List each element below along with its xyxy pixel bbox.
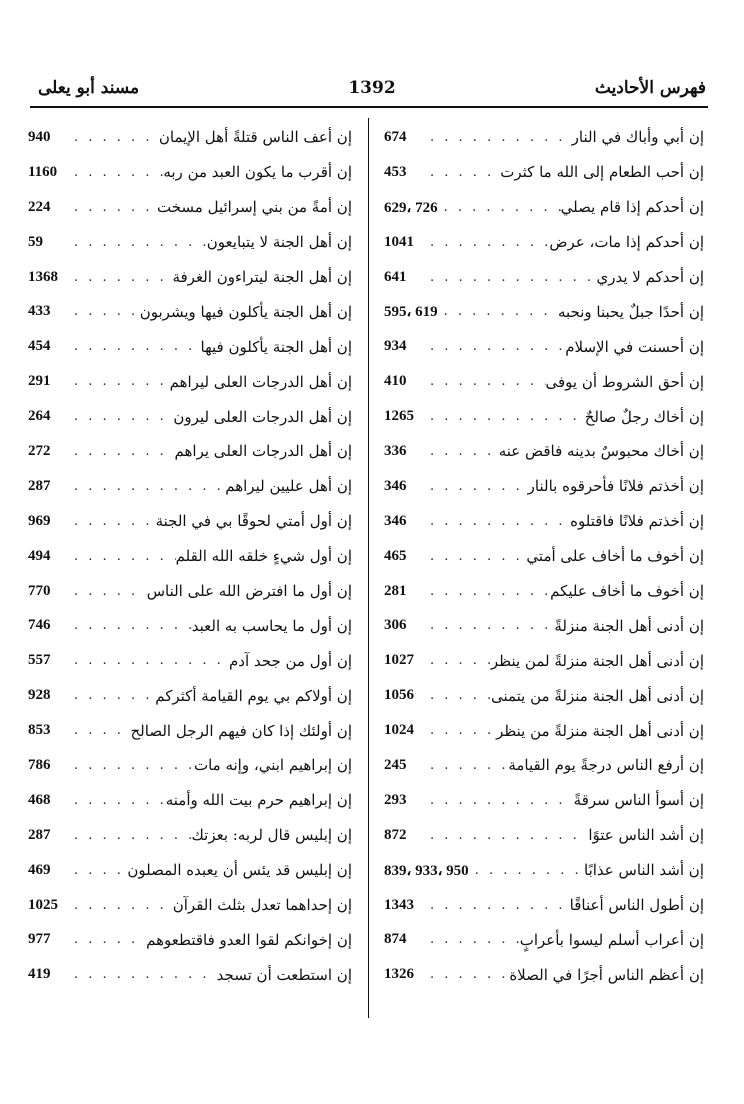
dot-leader bbox=[68, 130, 159, 145]
index-entry bbox=[384, 190, 704, 225]
page-reference: 291 bbox=[28, 373, 51, 390]
hadith-incipit: إن أولاكم بي يوم القيامة أكثركم bbox=[155, 686, 352, 705]
dot-leader bbox=[68, 688, 155, 703]
hadith-incipit: إن إبليس قد يئس أن يعبده المصلون bbox=[127, 861, 352, 880]
dot-leader bbox=[424, 479, 528, 494]
page-reference: 1027 bbox=[384, 652, 414, 669]
hadith-incipit: إن أهل الدرجات العلى ليرون bbox=[173, 407, 352, 426]
page-reference: 1265 bbox=[384, 408, 414, 425]
page-reference: 629، 726 bbox=[384, 199, 438, 216]
index-entry bbox=[28, 155, 352, 190]
page-reference: 595، 619 bbox=[384, 304, 438, 321]
page-reference: 1056 bbox=[384, 687, 414, 704]
dot-leader bbox=[424, 688, 491, 703]
dot-leader bbox=[424, 653, 491, 668]
hadith-incipit: إن أهل الدرجات العلى ليراهم bbox=[169, 372, 352, 391]
index-entry bbox=[28, 643, 352, 678]
page-reference: 1326 bbox=[384, 966, 414, 983]
running-title: فهرس الأحاديث bbox=[594, 78, 706, 98]
hadith-incipit: إن أدنى أهل الجنة منزلةً لمن ينظر bbox=[490, 651, 704, 670]
hadith-incipit: إن أدنى أهل الجنة منزلةً من ينظر bbox=[496, 721, 704, 740]
dot-leader bbox=[424, 409, 585, 424]
dot-leader bbox=[68, 549, 176, 564]
index-entry bbox=[28, 469, 352, 504]
dot-leader bbox=[68, 444, 175, 459]
index-entry bbox=[384, 260, 704, 295]
index-entry bbox=[28, 818, 352, 853]
index-entry bbox=[28, 539, 352, 574]
index-entry bbox=[28, 957, 352, 992]
index-column-right bbox=[384, 120, 704, 992]
page-reference: 346 bbox=[384, 477, 407, 494]
index-entry bbox=[384, 783, 704, 818]
page-reference: 306 bbox=[384, 617, 407, 634]
page-reference: 224 bbox=[28, 198, 51, 215]
index-entry bbox=[28, 225, 352, 260]
index-entry bbox=[28, 294, 352, 329]
index-entry bbox=[384, 504, 704, 539]
index-entry bbox=[28, 748, 352, 783]
hadith-incipit: إن أعف الناس قتلةً أهل الإيمان bbox=[158, 128, 352, 147]
hadith-incipit: إن أحدكم إذا مات، عرض bbox=[549, 233, 704, 252]
page-reference: 872 bbox=[384, 826, 407, 843]
page-reference: 641 bbox=[384, 268, 407, 285]
index-entry bbox=[28, 434, 352, 469]
index-entry bbox=[28, 713, 352, 748]
page-reference: 839، 933، 950 bbox=[384, 862, 469, 879]
page-reference: 874 bbox=[384, 931, 407, 948]
hadith-incipit: إن أحسنت في الإسلام bbox=[565, 337, 704, 356]
dot-leader bbox=[438, 304, 558, 319]
dot-leader bbox=[68, 235, 207, 250]
index-entry bbox=[28, 922, 352, 957]
hadith-incipit: إن أحق الشروط أن يوفى bbox=[545, 372, 704, 391]
page-reference: 59 bbox=[28, 233, 43, 250]
hadith-incipit: إن أهل الجنة لا يتبايعون bbox=[206, 233, 352, 252]
dot-leader bbox=[424, 165, 500, 180]
dot-leader bbox=[424, 235, 549, 250]
page-reference: 453 bbox=[384, 163, 407, 180]
dot-leader bbox=[424, 618, 554, 633]
page-reference: 1343 bbox=[384, 896, 414, 913]
page-reference: 940 bbox=[28, 128, 51, 145]
index-entry bbox=[384, 120, 704, 155]
dot-leader bbox=[68, 409, 173, 424]
dot-leader bbox=[68, 479, 225, 494]
hadith-incipit: إن أخاك محبوسٌ بدينه فاقض عنه bbox=[498, 442, 704, 461]
dot-leader bbox=[424, 444, 499, 459]
dot-leader bbox=[68, 618, 192, 633]
hadith-incipit: إن أعراب أسلم ليسوا بأعرابٍ bbox=[519, 930, 704, 949]
index-entry bbox=[384, 748, 704, 783]
page-reference: 1368 bbox=[28, 268, 58, 285]
page-reference: 433 bbox=[28, 303, 51, 320]
dot-leader bbox=[68, 339, 201, 354]
page-reference: 272 bbox=[28, 442, 51, 459]
index-entry bbox=[28, 260, 352, 295]
index-entry bbox=[28, 608, 352, 643]
index-entry bbox=[28, 504, 352, 539]
page-reference: 465 bbox=[384, 547, 407, 564]
hadith-incipit: إن أخاك رجلٌ صالحٌ bbox=[584, 407, 704, 426]
index-entry bbox=[384, 888, 704, 923]
dot-leader bbox=[424, 758, 508, 773]
index-entry bbox=[384, 469, 704, 504]
index-entry bbox=[384, 434, 704, 469]
dot-leader bbox=[424, 828, 588, 843]
dot-leader bbox=[68, 653, 229, 668]
index-entry bbox=[28, 574, 352, 609]
page-reference: 287 bbox=[28, 477, 51, 494]
hadith-incipit: إن أشد الناس عذابًا bbox=[584, 861, 704, 880]
hadith-incipit: إن أول من جحد آدم bbox=[229, 651, 352, 670]
page-reference: 281 bbox=[384, 582, 407, 599]
index-entry bbox=[384, 643, 704, 678]
hadith-incipit: إن أدنى أهل الجنة منزلةً من يتمنى bbox=[490, 686, 704, 705]
dot-leader bbox=[424, 270, 596, 285]
page-reference: 469 bbox=[28, 861, 51, 878]
dot-leader bbox=[68, 514, 156, 529]
dot-leader bbox=[424, 584, 550, 599]
dot-leader bbox=[68, 723, 131, 738]
index-entry bbox=[384, 608, 704, 643]
dot-leader bbox=[438, 200, 561, 215]
index-entry bbox=[384, 853, 704, 888]
index-entry bbox=[384, 957, 704, 992]
index-entry bbox=[384, 574, 704, 609]
page-reference: 245 bbox=[384, 756, 407, 773]
page-reference: 934 bbox=[384, 338, 407, 355]
header-rule bbox=[30, 106, 708, 108]
hadith-incipit: إن أقرب ما يكون العبد من ربه bbox=[163, 163, 352, 182]
hadith-incipit: إن أرفع الناس درجةً يوم القيامة bbox=[508, 756, 704, 775]
hadith-incipit: إن أخوف ما أخاف عليكم bbox=[550, 582, 704, 601]
page-reference: 336 bbox=[384, 442, 407, 459]
page-reference: 264 bbox=[28, 408, 51, 425]
dot-leader bbox=[68, 374, 170, 389]
index-entry bbox=[384, 294, 704, 329]
hadith-incipit: إن إبليس قال لربه: بعزتك bbox=[191, 826, 352, 845]
page-reference: 746 bbox=[28, 617, 51, 634]
dot-leader bbox=[68, 270, 172, 285]
index-entry bbox=[28, 888, 352, 923]
dot-leader bbox=[469, 863, 584, 878]
dot-leader bbox=[424, 723, 496, 738]
page-header bbox=[38, 74, 706, 104]
page-reference: 674 bbox=[384, 128, 407, 145]
column-divider bbox=[368, 118, 369, 1018]
hadith-incipit: إن أهل الجنة يأكلون فيها bbox=[200, 337, 352, 356]
dot-leader bbox=[68, 793, 166, 808]
hadith-incipit: إن أحدكم لا يدري bbox=[596, 268, 704, 286]
page-reference: 557 bbox=[28, 652, 51, 669]
index-entry bbox=[384, 678, 704, 713]
hadith-incipit: إن أهل الجنة يأكلون فيها ويشربون bbox=[139, 302, 352, 321]
dot-leader bbox=[68, 584, 147, 599]
hadith-incipit: إن أعظم الناس أجرًا في الصلاة bbox=[509, 965, 704, 984]
hadith-incipit: إن أولئك إذا كان فيهم الرجل الصالح bbox=[130, 721, 352, 740]
index-entry bbox=[28, 399, 352, 434]
page-reference: 853 bbox=[28, 722, 51, 739]
page-reference: 468 bbox=[28, 791, 51, 808]
hadith-incipit: إن إحداهما تعدل بثلث القرآن bbox=[172, 896, 352, 915]
page-reference: 410 bbox=[384, 373, 407, 390]
dot-leader bbox=[424, 514, 570, 529]
dot-leader bbox=[68, 758, 194, 773]
hadith-incipit: إن أول ما افترض الله على الناس bbox=[146, 582, 352, 601]
hadith-incipit: إن أخوف ما أخاف على أمتي bbox=[526, 547, 704, 566]
dot-leader bbox=[424, 374, 546, 389]
hadith-incipit: إن إبراهيم حرم بيت الله وأمنه bbox=[165, 791, 352, 810]
hadith-incipit: إن أدنى أهل الجنة منزلةً bbox=[554, 616, 704, 635]
index-entry bbox=[28, 364, 352, 399]
page-number: 1392 bbox=[348, 78, 396, 98]
dot-leader bbox=[424, 339, 565, 354]
hadith-incipit: إن أمةً من بني إسرائيل مسخت bbox=[157, 198, 352, 217]
dot-leader bbox=[68, 967, 217, 982]
dot-leader bbox=[424, 549, 526, 564]
hadith-incipit: إن أحدًا جبلٌ يحبنا ونحبه bbox=[557, 302, 704, 321]
page-reference: 770 bbox=[28, 582, 51, 599]
index-entry bbox=[384, 922, 704, 957]
page-reference: 969 bbox=[28, 512, 51, 529]
dot-leader bbox=[68, 932, 146, 947]
index-entry bbox=[28, 329, 352, 364]
index-entry bbox=[384, 329, 704, 364]
hadith-incipit: إن أهل الجنة ليتراءون الغرفة bbox=[172, 268, 352, 286]
page-reference: 287 bbox=[28, 826, 51, 843]
dot-leader bbox=[68, 200, 157, 215]
page-reference: 293 bbox=[384, 791, 407, 808]
page-reference: 928 bbox=[28, 687, 51, 704]
page-reference: 1025 bbox=[28, 896, 58, 913]
hadith-incipit: إن أشد الناس عتوًا bbox=[588, 826, 704, 845]
page-reference: 1160 bbox=[28, 163, 58, 180]
index-entry bbox=[384, 225, 704, 260]
book-title: مسند أبو يعلى bbox=[38, 78, 140, 98]
hadith-incipit: إن أحب الطعام إلى الله ما كثرت bbox=[500, 163, 704, 182]
dot-leader bbox=[424, 932, 520, 947]
index-entry bbox=[28, 783, 352, 818]
hadith-incipit: إن أحدكم إذا قام يصلي bbox=[560, 198, 704, 217]
hadith-incipit: إن أهل عليين ليراهم bbox=[225, 477, 352, 496]
dot-leader bbox=[424, 130, 572, 145]
dot-leader bbox=[68, 304, 140, 319]
dot-leader bbox=[68, 898, 173, 913]
index-entry bbox=[28, 853, 352, 888]
hadith-incipit: إن إبراهيم ابني، وإنه مات bbox=[193, 756, 352, 775]
dot-leader bbox=[68, 863, 127, 878]
index-entry bbox=[384, 399, 704, 434]
dot-leader bbox=[424, 898, 570, 913]
page-reference: 1024 bbox=[384, 722, 414, 739]
index-entry bbox=[384, 539, 704, 574]
page-reference: 1041 bbox=[384, 233, 414, 250]
hadith-incipit: إن أخذتم فلانًا فاقتلوه bbox=[570, 512, 704, 531]
index-entry bbox=[384, 155, 704, 190]
dot-leader bbox=[68, 165, 163, 180]
hadith-incipit: إن أسوأ الناس سرقةً bbox=[573, 791, 704, 810]
page-reference: 977 bbox=[28, 931, 51, 948]
hadith-incipit: إن أول ما يحاسب به العبد bbox=[191, 616, 352, 635]
hadith-incipit: إن أخذتم فلانًا فأحرقوه بالنار bbox=[527, 477, 704, 496]
dot-leader bbox=[424, 967, 509, 982]
index-entry bbox=[384, 713, 704, 748]
index-entry bbox=[384, 364, 704, 399]
page-reference: 346 bbox=[384, 512, 407, 529]
dot-leader bbox=[424, 793, 574, 808]
page-reference: 419 bbox=[28, 966, 51, 983]
hadith-incipit: إن أهل الدرجات العلى يراهم bbox=[174, 442, 352, 461]
hadith-incipit: إن استطعت أن تسجد bbox=[216, 965, 352, 984]
hadith-incipit: إن أول شيءٍ خلقه الله القلم bbox=[175, 547, 352, 566]
hadith-incipit: إن أطول الناس أعناقًا bbox=[569, 896, 704, 915]
page-reference: 454 bbox=[28, 338, 51, 355]
index-entry bbox=[384, 818, 704, 853]
index-entry bbox=[28, 678, 352, 713]
page-reference: 786 bbox=[28, 756, 51, 773]
dot-leader bbox=[68, 828, 192, 843]
index-entry bbox=[28, 120, 352, 155]
index-column-left bbox=[28, 120, 352, 992]
hadith-incipit: إن إخوانكم لقوا العدو فاقتطعوهم bbox=[146, 930, 352, 949]
hadith-incipit: إن أول أمتي لحوقًا بي في الجنة bbox=[155, 512, 352, 531]
hadith-incipit: إن أبي وأباك في النار bbox=[571, 128, 704, 147]
page-reference: 494 bbox=[28, 547, 51, 564]
index-entry bbox=[28, 190, 352, 225]
